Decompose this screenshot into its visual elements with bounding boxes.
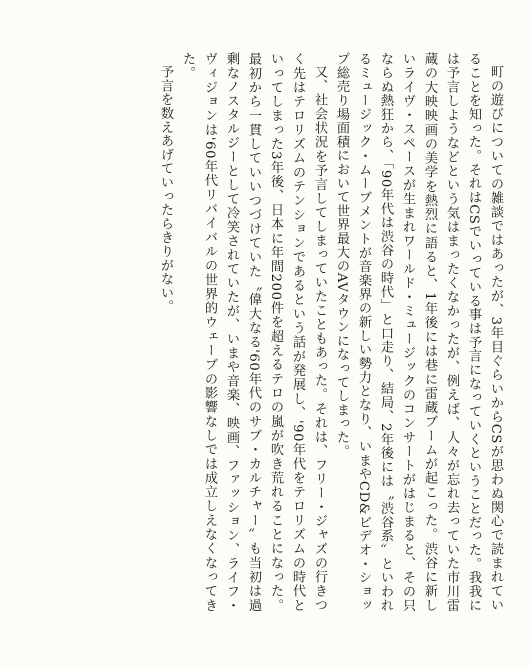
paragraph-3: 予言を数えあげていったらきりがない。 — [158, 65, 173, 314]
vertical-text-body — [154, 52, 506, 612]
paragraph-1: 町の遊びについての雑談ではあったが、3年目ぐらいからCSが思わぬ関心で読まれていることを知った。それはCSでいっている事は予言になっていくということだった。我我には予言しようなどという気はまったくなかったが、例えば、人々が忘れ去っていた市川雷蔵の大映映画の美学を熱烈に語ると、1年後には巷に雷蔵ブームが起こった。渋谷に新しいライヴ・スペースが生まれワールド・ミュージックのコンサートがはじまると、その只ならぬ熱狂から、「90年代は渋谷の時代」と口走り、結局、2年後には〝渋谷系〟といわれるミュージック・ムーブメントが音楽界の新しい勢力となり、いまやCD&ビデオ・ショップ総売り場面積において世界最大のAVタウンになってしまった。 — [334, 52, 503, 612]
paragraph-2: 又、社会状況を予言してしまっていたこともあった。それは、フリー・ジャズの行きつく先はテロリズムのテンションであるという話が発展し、'90年代をテロリズムの時代といってしまった3年後、日本に年間200件を超えるテロの嵐が吹き荒れることになった。最初から一貫していいつづけていた〝偉大なる'60年代のサブ・カルチャー〟も当初は過剰なノスタルジーとして冷笑されていたが、いまや音楽、映画、ファッション、ライフ・ヴィジョンは'60年代リバイバルの世界的ウェーブの影響なしでは成立しえなくなってきた。 — [180, 52, 327, 612]
